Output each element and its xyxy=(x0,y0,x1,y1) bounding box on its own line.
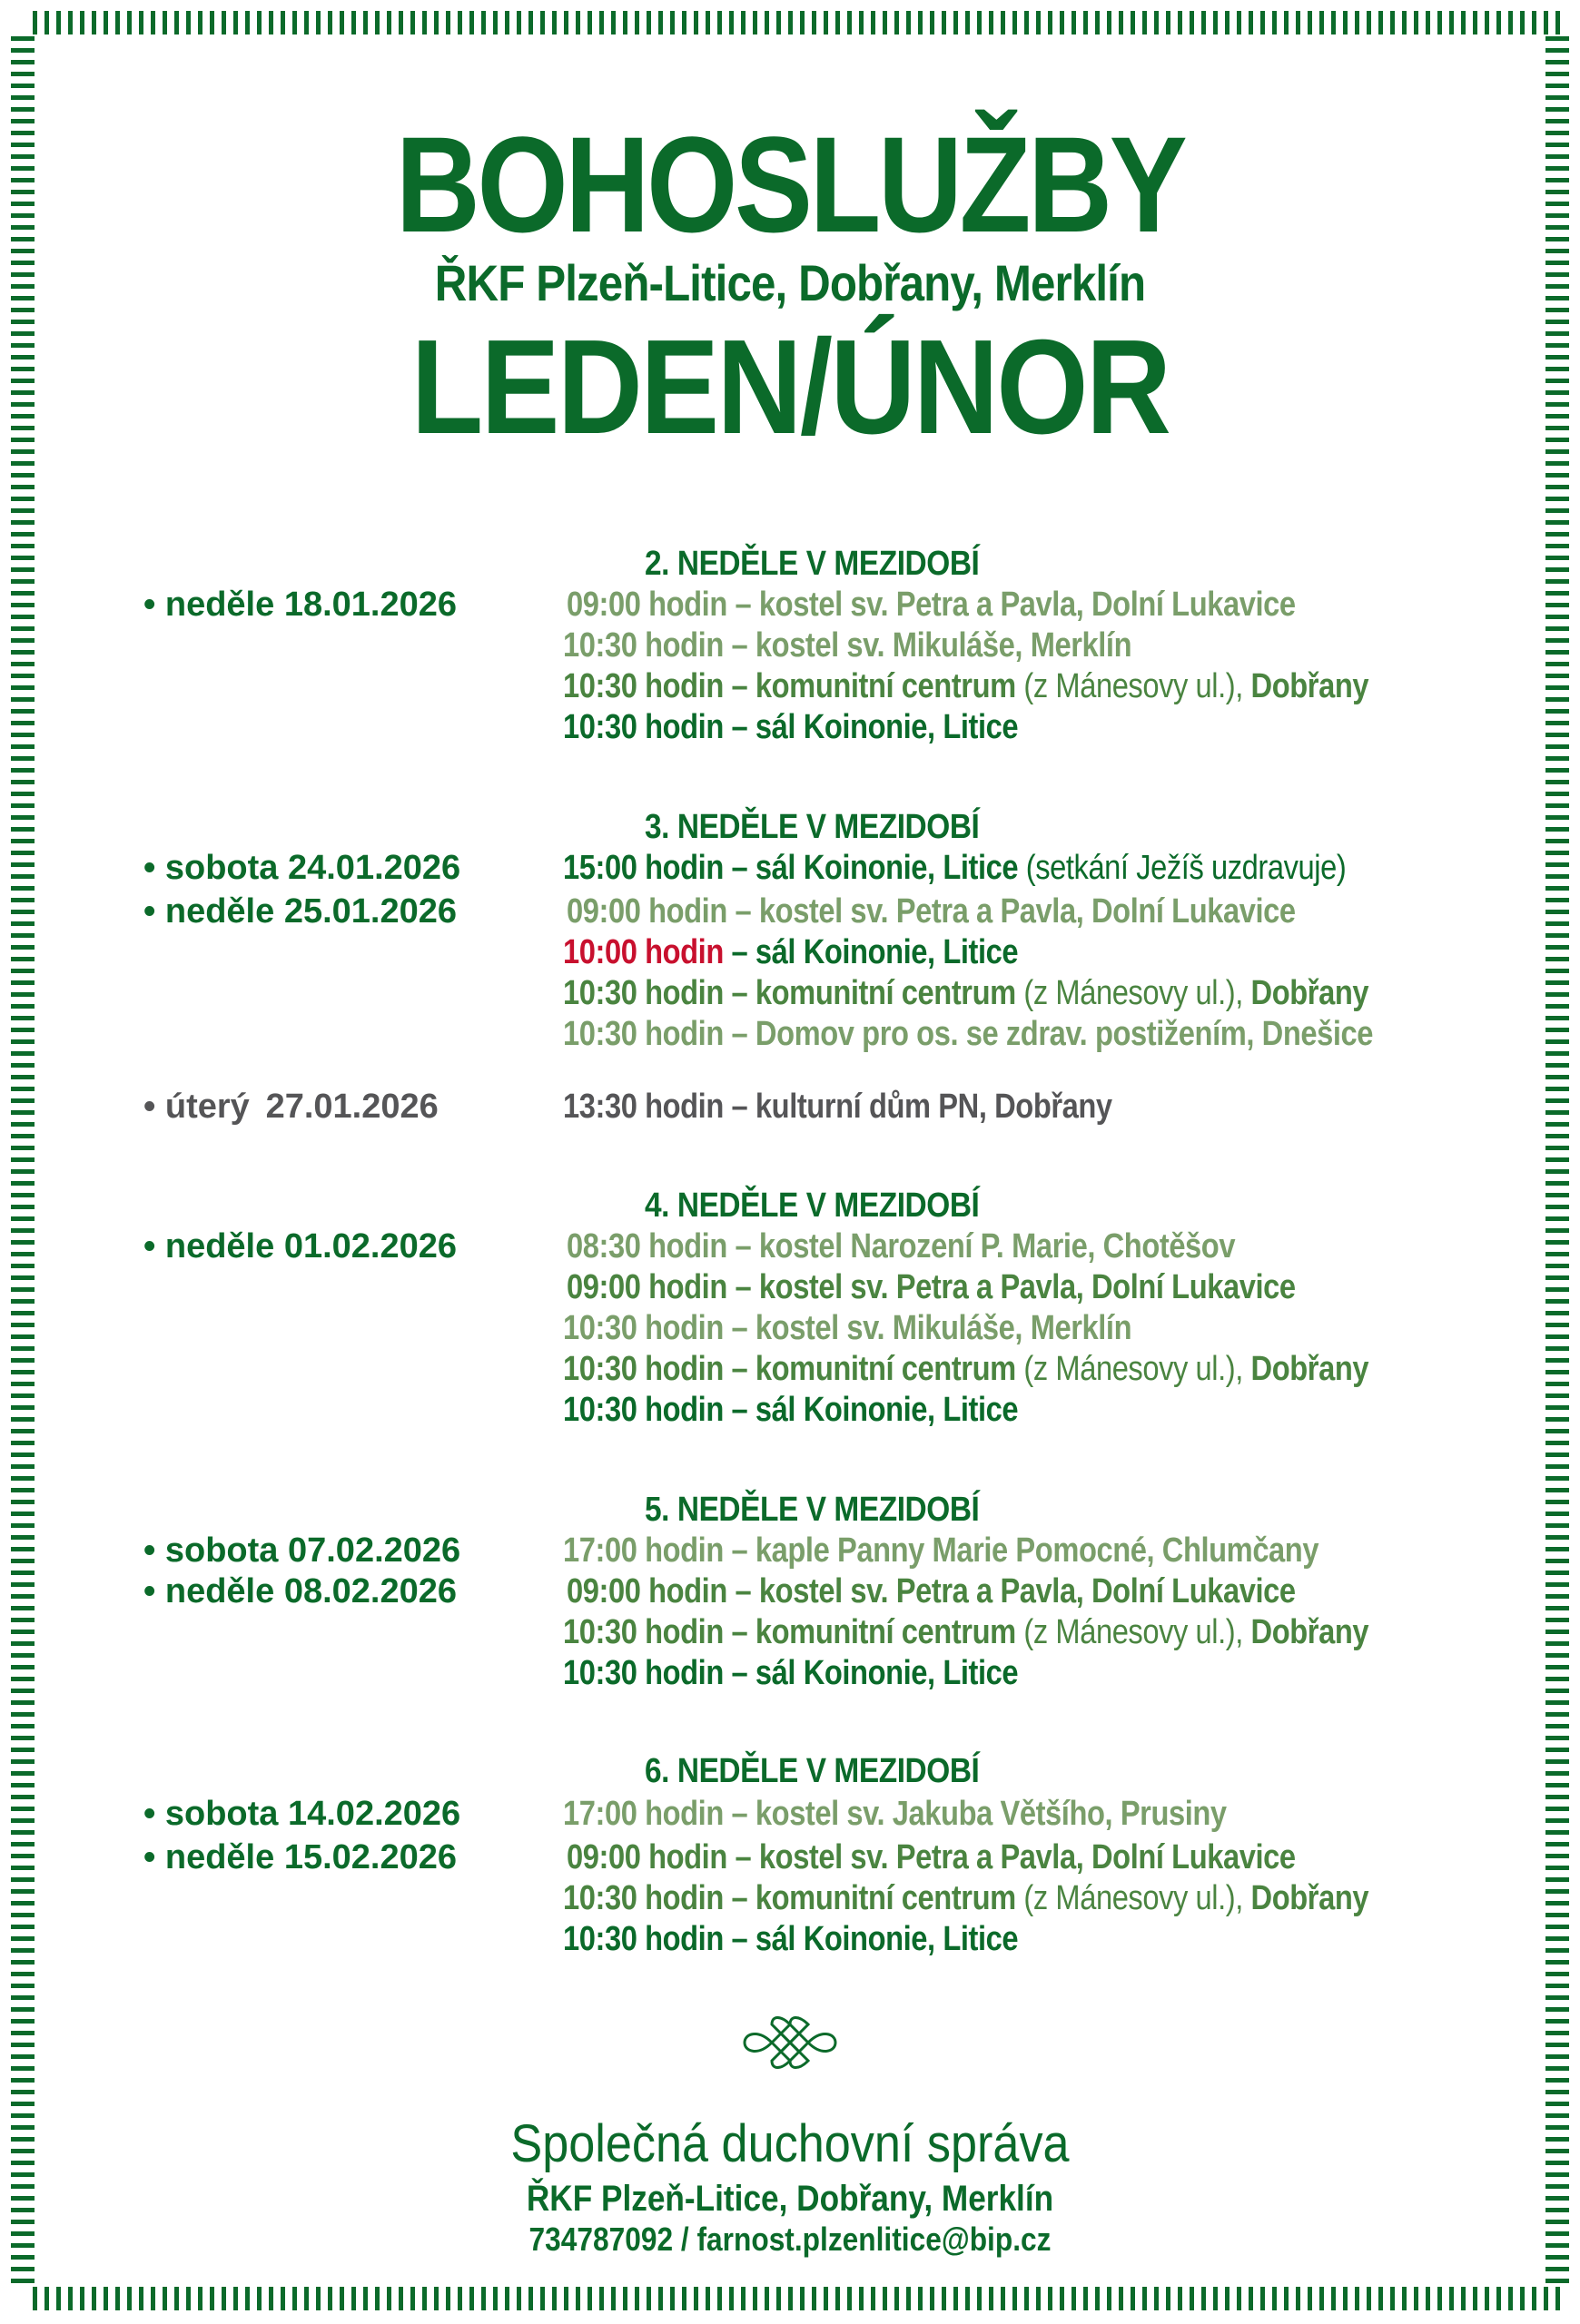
service-place: – kostel Narození P. Marie, Chotěšov xyxy=(735,1227,1236,1265)
service-place: – kostel sv. Petra a Pavla, Dolní Lukavice xyxy=(735,1572,1296,1610)
service-time: 10:30 hodin xyxy=(563,1879,724,1917)
service-row xyxy=(563,1350,1368,1389)
service-note: (z Mánesovy ul.), xyxy=(1015,1879,1243,1917)
service-place: – kostel sv. Jakuba Většího, Prusiny xyxy=(731,1795,1227,1833)
service-place: – kostel sv. Petra a Pavla, Dolní Lukavice xyxy=(735,892,1296,931)
page-period: LEDEN/ÚNOR xyxy=(410,312,1170,462)
date-value: 25.01.2026 xyxy=(283,892,457,931)
service-place: – sál Koinonie, Litice xyxy=(731,708,1019,746)
section-heading: 6. NEDĚLE V MEZIDOBÍ xyxy=(645,1752,980,1790)
service-row xyxy=(563,1654,1018,1693)
service-town: Dobřany xyxy=(1242,1879,1369,1917)
day-label: • sobota xyxy=(143,849,279,887)
date-entry xyxy=(143,892,457,931)
date-entry xyxy=(143,1531,460,1571)
service-place: – komunitní centrum xyxy=(723,667,1016,705)
service-row xyxy=(567,892,1296,931)
service-row xyxy=(567,1838,1296,1877)
service-row xyxy=(563,708,1018,747)
day-label: • sobota xyxy=(143,1531,279,1570)
service-time: 09:00 hodin xyxy=(567,1268,727,1306)
day-label: • sobota xyxy=(143,1795,279,1833)
day-label: • neděle xyxy=(143,586,275,624)
service-time: 10:30 hodin xyxy=(563,1350,724,1388)
service-note: (z Mánesovy ul.), xyxy=(1015,667,1243,705)
service-place: – Domov pro os. se zdrav. postižením, Dnešice xyxy=(731,1015,1373,1053)
service-place: – sál Koinonie, Litice xyxy=(731,1920,1019,1958)
service-time: 10:30 hodin xyxy=(563,1920,724,1958)
service-place: – kostel sv. Mikuláše, Merklín xyxy=(731,626,1132,665)
date-value: 01.02.2026 xyxy=(283,1227,457,1265)
service-place: – komunitní centrum xyxy=(723,974,1016,1012)
service-town: Dobřany xyxy=(1242,1350,1369,1388)
service-row xyxy=(563,626,1131,665)
service-time: 15:00 hodin xyxy=(563,849,724,887)
service-row xyxy=(563,1391,1018,1430)
service-place: – komunitní centrum xyxy=(723,1879,1016,1917)
date-entry xyxy=(143,1227,457,1266)
knot-ornament-icon xyxy=(740,2011,840,2074)
service-row xyxy=(563,1920,1018,1959)
service-time: 09:00 hodin xyxy=(567,892,727,931)
service-row xyxy=(563,667,1368,706)
service-row xyxy=(563,1015,1373,1054)
day-label: • neděle xyxy=(143,1227,275,1265)
service-place: – komunitní centrum xyxy=(723,1350,1016,1388)
service-note: (z Mánesovy ul.), xyxy=(1015,1613,1243,1651)
service-time: 08:30 hodin xyxy=(567,1227,727,1265)
service-place: – kostel sv. Petra a Pavla, Dolní Lukavice xyxy=(735,1838,1296,1876)
date-value: 08.02.2026 xyxy=(283,1572,457,1610)
page-subtitle: ŘKF Plzeň-Litice, Dobřany, Merklín xyxy=(434,254,1146,311)
service-row xyxy=(563,1795,1227,1834)
day-label: • úterý xyxy=(143,1088,250,1126)
date-value: 18.01.2026 xyxy=(283,586,457,624)
service-row xyxy=(563,849,1346,888)
service-time: 10:30 hodin xyxy=(563,1015,724,1053)
service-row xyxy=(567,1572,1296,1611)
service-place: – komunitní centrum xyxy=(723,1613,1016,1651)
footer-contact: 734787092 / farnost.plzenlitice@bip.cz xyxy=(528,2221,1052,2258)
service-time: 09:00 hodin xyxy=(567,586,727,624)
service-place: – sál Koinonie, Litice xyxy=(731,1391,1019,1429)
border-top xyxy=(33,11,1562,34)
service-town: Dobřany xyxy=(1242,1613,1369,1651)
service-time: 10:30 hodin xyxy=(563,1613,724,1651)
section-heading: 3. NEDĚLE V MEZIDOBÍ xyxy=(645,808,980,846)
date-value: 24.01.2026 xyxy=(287,849,461,887)
service-time: 10:30 hodin xyxy=(563,708,724,746)
service-time-highlight: 10:00 hodin xyxy=(563,933,724,971)
service-place: – sál Koinonie, Litice xyxy=(731,849,1019,887)
date-entry xyxy=(143,1838,457,1877)
service-time: 09:00 hodin xyxy=(567,1838,727,1876)
service-time: 10:30 hodin xyxy=(563,667,724,705)
service-row xyxy=(563,1613,1368,1652)
date-entry xyxy=(143,586,457,625)
service-row xyxy=(563,1879,1368,1918)
service-town: Dobřany xyxy=(1242,974,1369,1012)
service-place: – kostel sv. Petra a Pavla, Dolní Lukavice xyxy=(735,1268,1296,1306)
date-value: 07.02.2026 xyxy=(287,1531,461,1570)
service-place: – kostel sv. Petra a Pavla, Dolní Lukavice xyxy=(735,586,1296,624)
section-heading: 2. NEDĚLE V MEZIDOBÍ xyxy=(645,545,980,583)
service-row xyxy=(563,974,1368,1013)
border-left xyxy=(11,36,35,2290)
service-row xyxy=(567,586,1296,625)
service-note: (z Mánesovy ul.), xyxy=(1015,974,1243,1012)
date-entry xyxy=(143,1088,439,1127)
service-time: 09:00 hodin xyxy=(567,1572,727,1610)
service-time: 10:30 hodin xyxy=(563,974,724,1012)
service-time: 10:30 hodin xyxy=(563,626,724,665)
service-place: – kostel sv. Mikuláše, Merklín xyxy=(731,1309,1132,1347)
page-title: BOHOSLUŽBY xyxy=(395,108,1185,261)
footer-title: Společná duchovní správa xyxy=(510,2114,1070,2173)
service-town: Dobřany xyxy=(1242,667,1369,705)
service-time: 13:30 hodin xyxy=(563,1088,724,1126)
service-time: 17:00 hodin xyxy=(563,1795,724,1833)
date-value: 15.02.2026 xyxy=(283,1838,457,1876)
service-row xyxy=(567,1227,1235,1266)
service-time: 17:00 hodin xyxy=(563,1531,724,1570)
service-place: – kulturní dům PN, Dobřany xyxy=(731,1088,1112,1126)
section-heading: 5. NEDĚLE V MEZIDOBÍ xyxy=(645,1491,980,1529)
date-entry xyxy=(143,1572,457,1611)
service-row xyxy=(563,1088,1112,1127)
service-row xyxy=(563,933,1018,972)
service-row xyxy=(563,1309,1131,1348)
service-time: 10:30 hodin xyxy=(563,1309,724,1347)
date-value: 27.01.2026 xyxy=(265,1088,439,1126)
border-bottom xyxy=(33,2287,1562,2310)
date-value: 14.02.2026 xyxy=(287,1795,461,1833)
service-note: (setkání Ježíš uzdravuje) xyxy=(1018,849,1347,887)
day-label: • neděle xyxy=(143,1572,275,1610)
service-note: (z Mánesovy ul.), xyxy=(1015,1350,1243,1388)
date-entry xyxy=(143,849,460,888)
service-time: 10:30 hodin xyxy=(563,1391,724,1429)
date-entry xyxy=(143,1795,460,1834)
day-label: • neděle xyxy=(143,892,275,931)
service-place: – sál Koinonie, Litice xyxy=(731,1654,1019,1692)
service-time: 10:30 hodin xyxy=(563,1654,724,1692)
service-row xyxy=(567,1268,1296,1307)
border-right xyxy=(1545,36,1569,2290)
footer-parishes: ŘKF Plzeň-Litice, Dobřany, Merklín xyxy=(526,2179,1054,2219)
day-label: • neděle xyxy=(143,1838,275,1876)
service-place: – sál Koinonie, Litice xyxy=(723,933,1019,971)
section-heading: 4. NEDĚLE V MEZIDOBÍ xyxy=(645,1187,980,1225)
service-row xyxy=(563,1531,1318,1571)
service-place: – kaple Panny Marie Pomocné, Chlumčany xyxy=(731,1531,1319,1570)
